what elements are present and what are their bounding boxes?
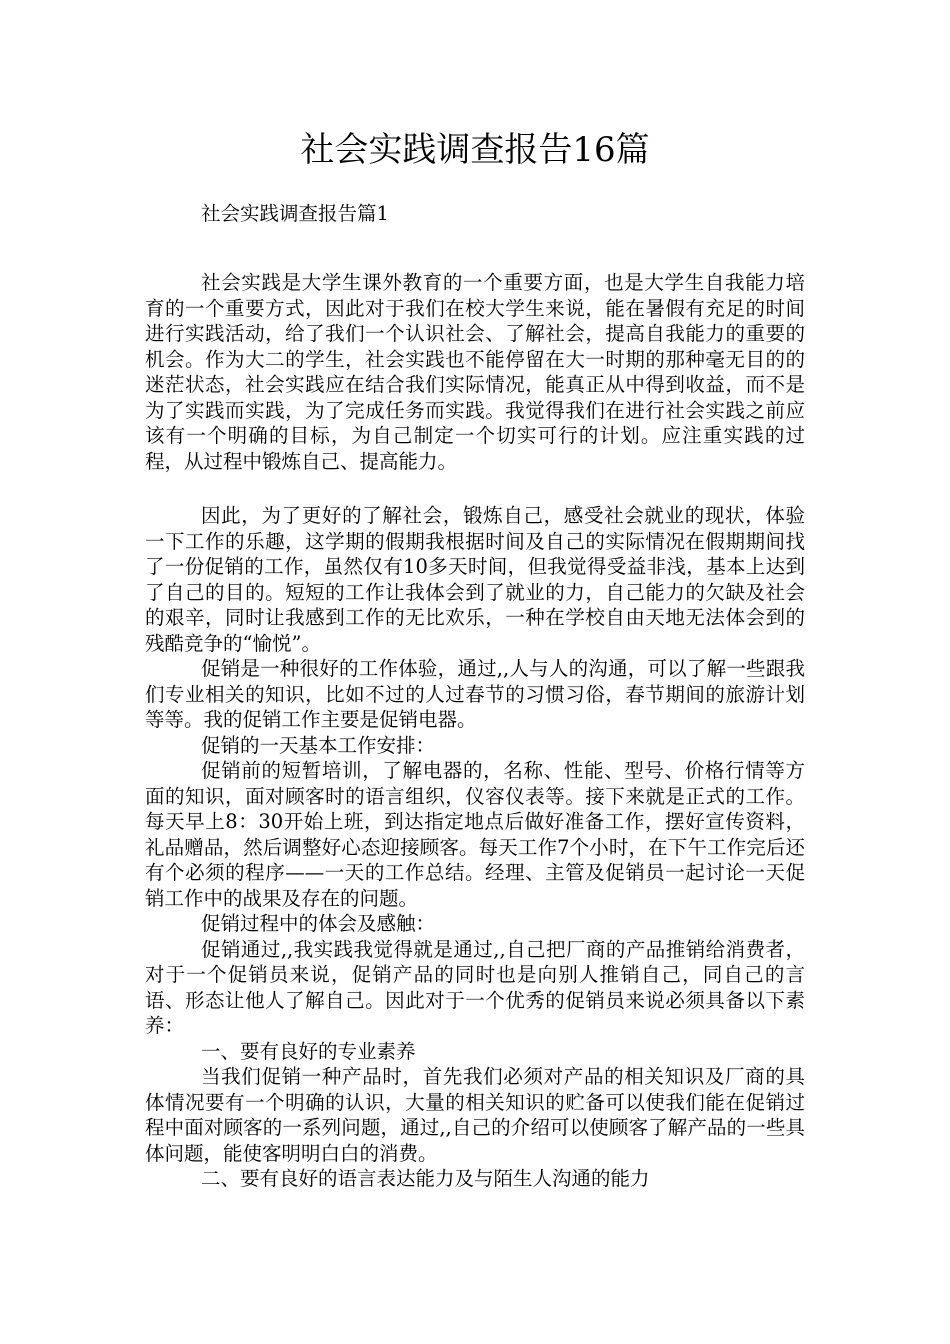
paragraph: 促销是一种很好的工作体验，通过,,人与人的沟通，可以了解一些跟我们专业相关的知识，比如不过的人过春节的习惯习俗，春节期间的旅游计划等等。我的促销工作主要是促销电器。 [145,657,805,731]
paragraph: 促销前的短暂培训，了解电器的，名称、性能、型号、价格行情等方面的知识，面对顾客时的语言组织，仪容仪表等。接下来就是正式的工作。每天早上8：30开始上班，到达指定地点后做好准备工作，摆好宣传资料，礼品赠品，然后调整好心态迎接顾客。每天工作7个小时，在下午工作完后还有个必须的程序——一天的工作总结。经理、主管及促销员一起讨论一天促销工作中的战果及存在的问题。 [145,759,805,910]
paragraph: 因此，为了更好的了解社会，锻炼自己，感受社会就业的现状，体验一下工作的乐趣，这学期的假期我根据时间及自己的实际情况在假期期间找了一份促销的工作，虽然仅有10多天时间，但我觉得受益非浅，基本上达到了自己的目的。短短的工作让我体会到了就业的力，自己能力的欠缺及社会的艰辛，同时让我感到工作的无比欢乐，一种在学校自由天地无法体会到的残酷竞争的“愉悦”。 [145,504,805,655]
document-page [145,0,805,1344]
section-subtitle: 社会实践调查报告篇1 [201,202,389,225]
document-title: 社会实践调查报告16篇 [300,130,650,170]
paragraph-heading: 一、要有良好的专业素养 [201,1039,416,1063]
paragraph-heading: 二、要有良好的语言表达能力及与陌生人沟通的能力 [201,1167,650,1190]
paragraph-heading: 促销的一天基本工作安排： [201,733,436,757]
paragraph: 社会实践是大学生课外教育的一个重要方面，也是大学生自我能力培育的一个重要方式，因此对于我们在校大学生来说，能在暑假有充足的时间进行实践活动，给了我们一个认识社会、了解社会，提高自我能力的重要的机会。作为大二的学生，社会实践也不能停留在大一时期的那种毫无目的的迷茫状态，社会实践应在结合我们实际情况，能真正从中得到收益，而不是为了实践而实践，为了完成任务而实践。我觉得我们在进行社会实践之前应该有一个明确的目标，为自己制定一个切实可行的计划。应注重实践的过程，从过程中锻炼自己、提高能力。 [145,271,805,473]
paragraph-heading: 促销过程中的体会及感触： [201,912,436,935]
paragraph: 促销通过,,我实践我觉得就是通过,,自己把厂商的产品推销给消费者，对于一个促销员来说，促销产品的同时也是向别人推销自己，同自己的言语、形态让他人了解自己。因此对于一个优秀的促销员来说必须具备以下素养： [145,937,805,1037]
document-body [145,270,805,1192]
paragraph: 当我们促销一种产品时，首先我们必须对产品的相关知识及厂商的具体情况要有一个明确的认识，大量的相关知识的贮备可以使我们能在促销过程中面对顾客的一系列问题，通过,,自己的介绍可以使顾客了解产品的一些具体问题，能使客明明白白的消费。 [145,1065,805,1165]
